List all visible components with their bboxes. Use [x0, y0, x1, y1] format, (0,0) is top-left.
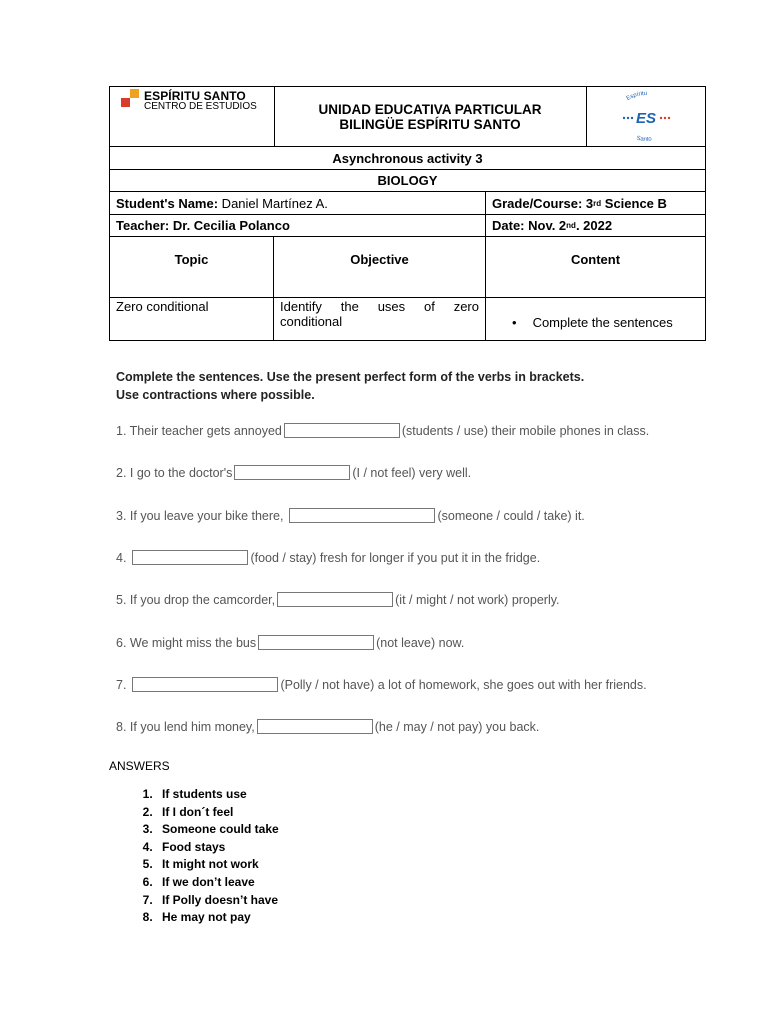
- question-7-text: 7.: [116, 677, 127, 692]
- svg-text:Espíritu: [626, 91, 648, 102]
- answer-item: 5. It might not work: [156, 856, 279, 874]
- school-title: [274, 87, 587, 146]
- logo-subtitle: CENTRO DE ESTUDIOS: [144, 101, 257, 112]
- answer-item: 2. If I don´t feel: [156, 804, 279, 822]
- question-5-text: 5. If you drop the camcorder,: [116, 592, 276, 607]
- question-5: [116, 592, 560, 607]
- content-item: Complete the sentences: [532, 315, 673, 330]
- question-2-text: 2. I go to the doctor's: [116, 465, 233, 480]
- question-3-hint: (someone / could / take) it.: [437, 508, 585, 523]
- school-logo: [110, 87, 275, 146]
- student-cell: [110, 192, 486, 214]
- question-1: [116, 423, 649, 438]
- answers-title: ANSWERS: [109, 759, 170, 773]
- topic-header-row: [110, 237, 705, 298]
- teacher-cell: Teacher: Dr. Cecilia Polanco: [110, 215, 486, 236]
- svg-text:Santo: [636, 136, 653, 143]
- grade-sup: rd: [593, 198, 602, 208]
- answer-item: 3. Someone could take: [156, 821, 279, 839]
- bullet-icon: •: [512, 315, 517, 330]
- emblem-bottom-text: Santo: [635, 135, 653, 143]
- answer-blank-7[interactable]: [132, 677, 278, 692]
- question-5-hint: (it / might / not work) properly.: [395, 592, 560, 607]
- date-sup: nd: [566, 221, 576, 230]
- subject-title: BIOLOGY: [377, 173, 438, 188]
- date-label: Date: Nov. 2: [492, 218, 567, 233]
- grade-cell: [486, 192, 705, 214]
- answer-blank-6[interactable]: [258, 635, 374, 650]
- topic-row: [110, 298, 705, 340]
- answers-list: [120, 786, 279, 927]
- student-row: [110, 192, 705, 215]
- question-3: [116, 508, 585, 523]
- info-table: [109, 147, 706, 341]
- answer-blank-3[interactable]: [289, 508, 435, 523]
- answer-item: 1. If students use: [156, 786, 279, 804]
- question-6-hint: (not leave) now.: [376, 635, 465, 650]
- question-2-hint: (I / not feel) very well.: [352, 465, 472, 480]
- grade-label: Grade/Course:: [492, 195, 583, 211]
- question-3-text: 3. If you leave your bike there,: [116, 508, 284, 523]
- emblem-mid-text: ES: [635, 110, 657, 127]
- question-1-text: 1. Their teacher gets annoyed: [116, 423, 282, 438]
- header-table: [109, 86, 706, 147]
- emblem-top-text: Espíritu: [625, 90, 648, 103]
- grade-value: 3: [582, 195, 594, 211]
- grade-rest: Science B: [601, 195, 667, 211]
- topic-value: Zero conditional: [110, 298, 274, 340]
- teacher-row: [110, 215, 705, 237]
- question-1-hint: (students / use) their mobile phones in class.: [401, 423, 650, 438]
- question-2: [116, 465, 471, 480]
- instructions-line2: Use contractions where possible.: [116, 388, 315, 402]
- answer-item: 7. If Polly doesn’t have: [156, 892, 279, 910]
- school-title-line1: UNIDAD EDUCATIVA PARTICULAR: [318, 101, 542, 117]
- objective-value: Identify the uses of zero conditional: [274, 298, 486, 340]
- logo-name: ESPÍRITU SANTO: [144, 89, 246, 103]
- school-emblem: [586, 87, 705, 146]
- instructions-line1: Complete the sentences. Use the present perfect form of the verbs in brackets.: [116, 370, 585, 384]
- student-label: Student's Name:: [116, 195, 219, 211]
- question-6: [116, 635, 464, 650]
- activity-row: [110, 147, 705, 170]
- answer-blank-4[interactable]: [132, 550, 248, 565]
- answer-item: 4. Food stays: [156, 839, 279, 857]
- topic-header: Topic: [110, 237, 274, 297]
- objective-header: Objective: [274, 237, 486, 297]
- answer-item: 6. If we don’t leave: [156, 874, 279, 892]
- question-4-text: 4.: [116, 550, 127, 565]
- emblem-icon: [586, 87, 706, 146]
- subject-row: [110, 170, 705, 192]
- school-title-line2: BILINGÜE ESPÍRITU SANTO: [339, 116, 521, 132]
- answer-blank-2[interactable]: [234, 465, 350, 480]
- question-8-hint: (he / may / not pay) you back.: [374, 719, 540, 734]
- question-8-text: 8. If you lend him money,: [116, 719, 255, 734]
- date-rest: . 2022: [575, 218, 613, 233]
- question-7-hint: (Polly / not have) a lot of homework, she goes out with her friends.: [280, 677, 647, 692]
- activity-title: Asynchronous activity 3: [332, 150, 483, 166]
- answer-blank-8[interactable]: [257, 719, 373, 734]
- question-6-text: 6. We might miss the bus: [116, 635, 257, 650]
- instructions: [116, 368, 584, 404]
- question-4: [116, 550, 540, 565]
- answer-blank-5[interactable]: [277, 592, 393, 607]
- question-7: [116, 677, 647, 692]
- answer-blank-1[interactable]: [284, 423, 400, 438]
- question-4-hint: (food / stay) fresh for longer if you put it in the fridge.: [250, 550, 541, 565]
- date-cell: [486, 215, 705, 236]
- content-header: Content: [570, 252, 621, 267]
- student-name: Daniel Martínez A.: [218, 195, 328, 211]
- question-8: [116, 719, 539, 734]
- content-list: [486, 298, 705, 340]
- answer-item: 8. He may not pay: [156, 909, 279, 927]
